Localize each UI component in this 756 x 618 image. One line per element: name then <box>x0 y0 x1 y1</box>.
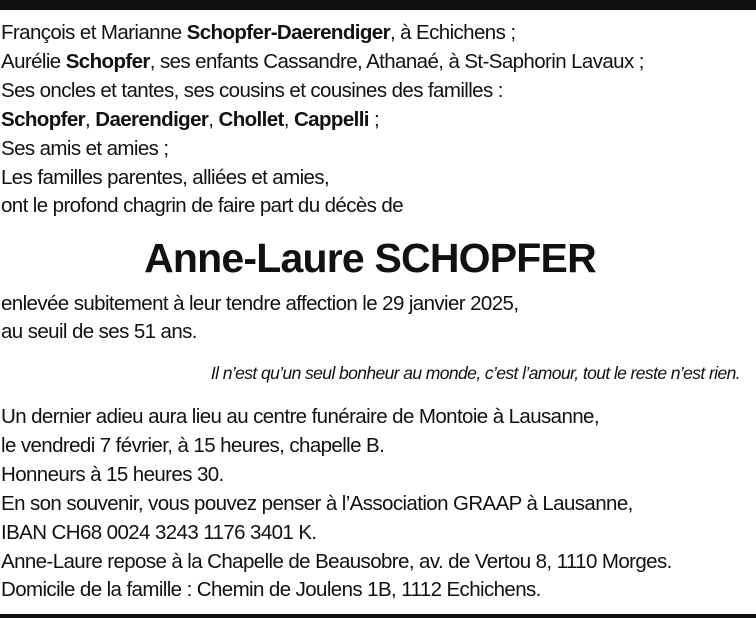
family-line-7: ont le profond chagrin de faire part du décès de <box>1 194 403 217</box>
family-line-2: Aurélie Schopfer, ses enfants Cassandre, Athanaé, à St-Saphorin Lavaux ; <box>1 50 644 73</box>
passing-line-2: au seuil de ses 51 ans. <box>1 320 197 343</box>
details-line-2: le vendredi 7 février, à 15 heures, chapelle B. <box>1 434 385 457</box>
family-line-1: François et Marianne Schopfer-Daerendiger, à Echichens ; <box>1 21 516 44</box>
details-line-4: En son souvenir, vous pouvez penser à l’Association GRAAP à Lausanne, <box>1 492 633 515</box>
details-line-7: Domicile de la famille : Chemin de Joulens 1B, 1112 Echichens. <box>1 578 541 601</box>
top-rule <box>0 0 756 10</box>
family-names-line: Schopfer, Daerendiger, Chollet, Cappelli ; <box>1 108 380 131</box>
family-line-6: Les familles parentes, alliées et amies, <box>1 166 330 189</box>
memorial-quote: Il n’est qu’un seul bonheur au monde, c’est l’amour, tout le reste n’est rien. <box>210 363 740 383</box>
bottom-rule <box>0 614 756 618</box>
details-line-5: IBAN CH68 0024 3243 1176 3401 K. <box>1 521 317 544</box>
details-line-6: Anne-Laure repose à la Chapelle de Beausobre, av. de Vertou 8, 1110 Morges. <box>1 550 672 573</box>
details-line-1: Un dernier adieu aura lieu au centre funéraire de Montoie à Lausanne, <box>1 405 599 428</box>
family-line-3: Ses oncles et tantes, ses cousins et cousines des familles : <box>1 79 503 102</box>
passing-line-1: enlevée subitement à leur tendre affection le 29 janvier 2025, <box>1 292 519 315</box>
family-line-5: Ses amis et amies ; <box>1 137 169 160</box>
details-line-3: Honneurs à 15 heures 30. <box>1 463 224 486</box>
deceased-name: Anne-Laure SCHOPFER <box>144 235 596 281</box>
